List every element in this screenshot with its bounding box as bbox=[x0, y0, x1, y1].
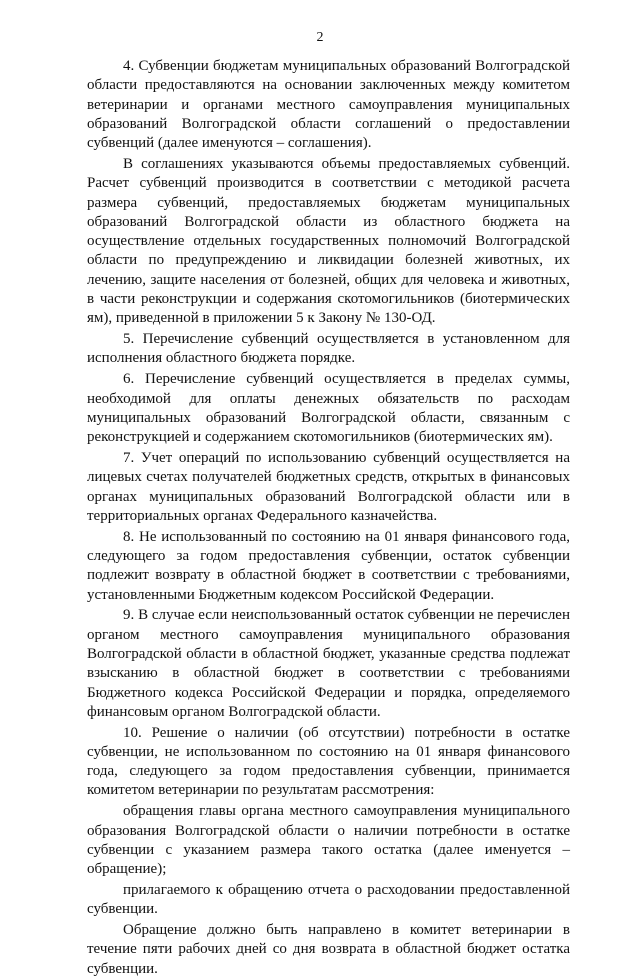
paragraph-agreements: В соглашениях указываются объемы предоставляемых субвенций. Расчет субвенций производится в соответствии с методикой расчета размера субвенций, предоставляемых бюджетам муниципальных образований Волгоградской области из областного бюджета на осуществление отдельных государственных полномочий Волгоградской области по предупреждению и ликвидации болезней животных, их лечению, защите населения от болезней, общих для человека и животных, в части реконструкции и содержания скотомогильников (биотермических ям), приведенной в приложении 5 к Закону № 130-ОД. bbox=[87, 155, 570, 327]
paragraph-appeal: обращения главы органа местного самоуправления муниципального образования Волгоградской области о наличии потребности в остатке субвенции с указанием размера такого остатка (далее именуется – обращение); bbox=[87, 803, 570, 878]
paragraph-9: 9. В случае если неиспользованный остаток субвенции не перечислен органом местного самоуправления муниципального образования Волгоградской области в областной бюджет, указанные средства подлежат взысканию в областной бюджет в соответствии с требованиями Бюджетного кодекса Российской Федерации и порядка, определяемого финансовым органом Волгоградской области. bbox=[87, 607, 570, 720]
paragraph-report: прилагаемого к обращению отчета о расходовании предоставленной субвенции. bbox=[87, 881, 570, 918]
paragraph-10: 10. Решение о наличии (об отсутствии) потребности в остатке субвенции, не использованном по состоянию на 01 января финансового года, следующего за годом предоставления субвенции, принимается комитетом ветеринарии по результатам рассмотрения: bbox=[87, 724, 570, 799]
paragraph-8: 8. Не использованный по состоянию на 01 января финансового года, следующего за годом предоставления субвенции, остаток субвенции подлежит возврату в областной бюджет в соответствии с требованиями, установленными Бюджетным кодексом Российской Федерации. bbox=[87, 528, 570, 603]
page-number: 2 bbox=[316, 30, 324, 45]
paragraph-6: 6. Перечисление субвенций осуществляется в пределах суммы, необходимой для оплаты денежных обязательств по расходам муниципальных образований Волгоградской области, связанным с реконструкцией и содержанием скотомогильников (биотермических ям). bbox=[87, 371, 570, 446]
paragraph-4: 4. Субвенции бюджетам муниципальных образований Волгоградской области предоставляются на основании заключенных между комитетом ветеринарии и органами местного самоуправления муниципальных образований Волгоградской области соглашений о предоставлении субвенций (далее именуются – соглашения). bbox=[87, 58, 570, 152]
paragraph-5: 5. Перечисление субвенций осуществляется в установленном для исполнения областного бюджета порядке. bbox=[87, 331, 570, 367]
paragraph-7: 7. Учет операций по использованию субвенций осуществляется на лицевых счетах получателей бюджетных средств, открытых в финансовых органах муниципальных образований Волгоградской области или в территориальных органах Федерального казначейства. bbox=[87, 449, 570, 524]
document-body bbox=[87, 57, 570, 980]
paragraph-deadline: Обращение должно быть направлено в комитет ветеринарии в течение пяти рабочих дней со дня возврата в областной бюджет остатка субвенции. bbox=[87, 922, 570, 977]
